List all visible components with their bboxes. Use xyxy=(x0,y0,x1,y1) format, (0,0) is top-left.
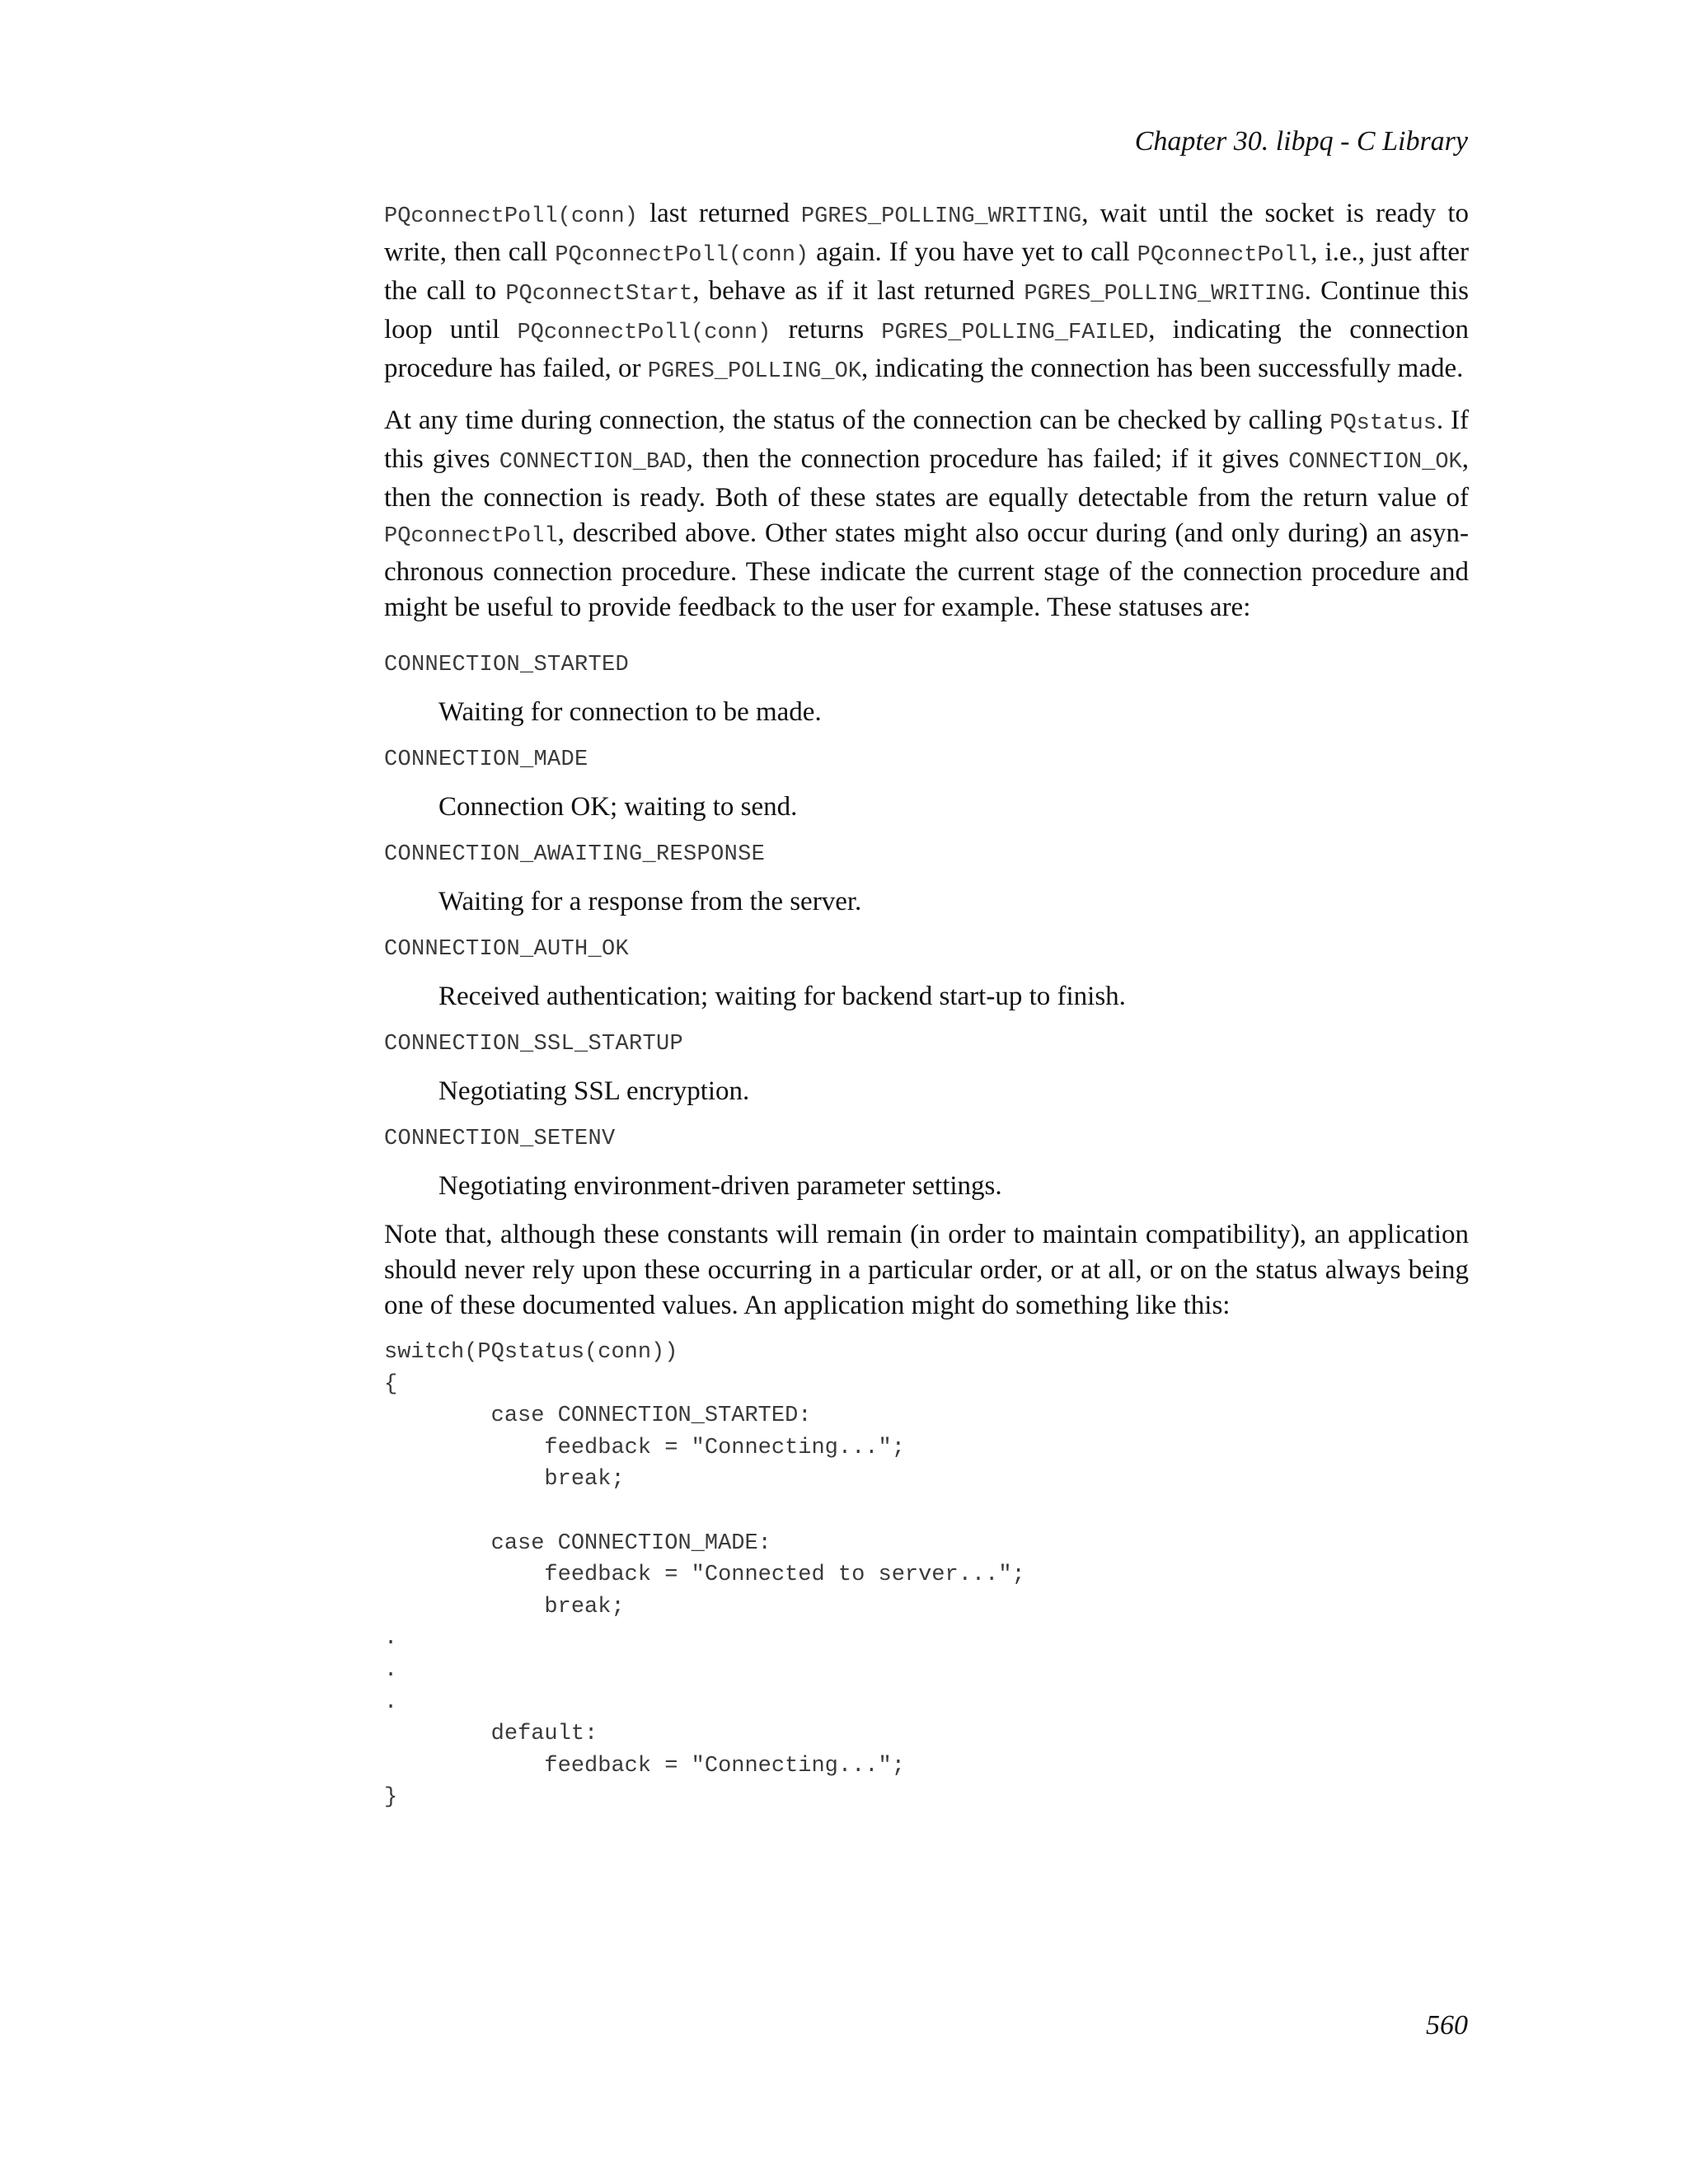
paragraph-polling-loop xyxy=(384,196,1469,390)
code-term: PQconnectStart xyxy=(505,282,693,307)
code-term: PQconnectPoll xyxy=(1137,243,1311,268)
text-run: returns xyxy=(771,315,882,344)
status-term: CONNECTION_SETENV xyxy=(384,1127,616,1151)
text-run: , indicating the connection has been successfully made. xyxy=(861,354,1464,383)
code-term: PQconnectPoll(conn) xyxy=(555,243,809,268)
status-description: Negotiating environment-driven parameter settings. xyxy=(438,1171,1002,1201)
code-term: PGRES_POLLING_WRITING xyxy=(800,204,1082,229)
code-term: PQstatus xyxy=(1329,411,1437,436)
status-description: Waiting for a response from the server. xyxy=(438,887,862,916)
status-description: Waiting for connection to be made. xyxy=(438,697,822,727)
status-description: Received authentication; waiting for backend start-up to finish. xyxy=(438,982,1126,1011)
code-term: PQconnectPoll(conn) xyxy=(517,321,771,345)
text-run: , then the connection is ready. Both of these states are equally detectable from the return value of xyxy=(384,444,1469,513)
text-run: At any time during connection, the status of the connection can be checked by calling xyxy=(384,405,1330,435)
text-run: , wait until the socket is ready to write, then call xyxy=(384,199,1469,267)
text-run: , behave as if it last returned xyxy=(692,276,1025,306)
status-list xyxy=(384,649,1469,1204)
text-run: again. If you have yet to call xyxy=(809,237,1137,267)
text-run: . If this gives xyxy=(384,405,1469,474)
status-term: CONNECTION_MADE xyxy=(384,748,588,772)
code-term: CONNECTION_OK xyxy=(1288,450,1462,475)
status-description: Negotiating SSL encryption. xyxy=(438,1076,750,1106)
text-run: , described above. Other states might also occur during (and only during) an asynchronous connection procedure. These indicate the current stage of the connection procedure and might be useful to provide feedback to the user for example. These statuses are: xyxy=(384,518,1469,622)
text-run: , indicating the connection procedure has failed, or xyxy=(384,315,1469,383)
code-term: PGRES_POLLING_FAILED xyxy=(881,321,1149,345)
text-run: last returned xyxy=(637,199,801,228)
page-number: 560 xyxy=(1426,2010,1468,2041)
text-run: , then the connection procedure has failed; if it gives xyxy=(686,444,1289,474)
paragraph-status-check xyxy=(384,403,1469,626)
code-term: PGRES_POLLING_WRITING xyxy=(1024,282,1305,307)
text-run: . Continue this loop until xyxy=(384,276,1469,344)
status-term: CONNECTION_SSL_STARTUP xyxy=(384,1032,684,1057)
status-term: CONNECTION_AWAITING_RESPONSE xyxy=(384,842,766,867)
code-example: switch(PQstatus(conn)) { case CONNECTION_STARTED: feedback = "Connecting..."; break; case CONNECTION_MADE: feedback = "Connected to server..."; break; . . . default: feedback = "Connecting..."; } xyxy=(384,1340,1025,1811)
status-term: CONNECTION_STARTED xyxy=(384,653,630,677)
code-term: CONNECTION_BAD xyxy=(499,450,687,475)
paragraph-compatibility-note: Note that, although these constants will remain (in order to maintain compatibility), an application should never rely upon these occurring in a particular order, or at all, or on the status always being one of these documented values. An application might do something like this: xyxy=(384,1220,1469,1320)
code-term: PQconnectPoll xyxy=(384,524,558,549)
status-term: CONNECTION_AUTH_OK xyxy=(384,937,630,962)
running-header: Chapter 30. libpq - C Library xyxy=(1134,126,1468,157)
code-term: PGRES_POLLING_OK xyxy=(647,359,862,384)
text-run: , i.e., just after the call to xyxy=(384,237,1469,306)
code-term: PQconnectPoll(conn) xyxy=(384,204,638,229)
page-content xyxy=(384,196,1469,1814)
status-description: Connection OK; waiting to send. xyxy=(438,792,798,822)
